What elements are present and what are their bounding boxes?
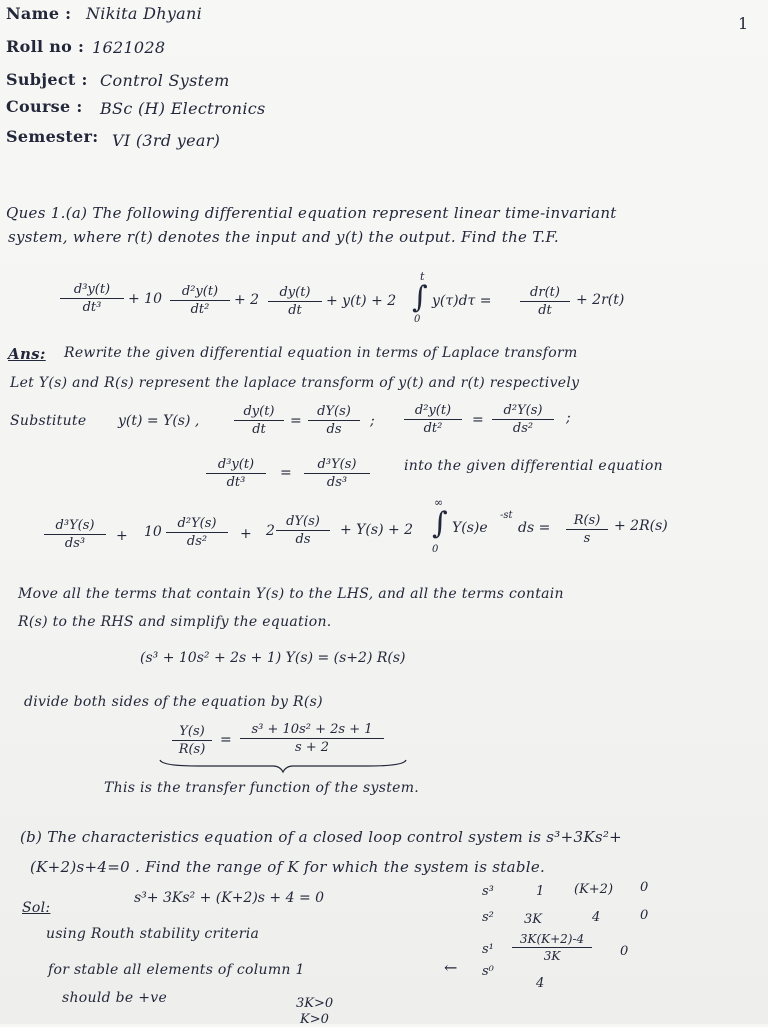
subst-frac4: $\frac{\text{d²Y(s)}}{\text{ds²}}$: [492, 403, 554, 436]
routh-text: using Routh stability criteria: [46, 926, 260, 942]
laplace-middle: + Y(s) + 2: [340, 522, 414, 538]
laplace-term-c: $\frac{dY(s)}{ds}$: [276, 514, 330, 547]
eq-term2-fraction: $\frac{\text{d²y(t)}}{\text{dt²}}$: [170, 284, 230, 317]
integral-body: y(τ)dτ =: [432, 293, 492, 309]
eq-middle: + y(t) + 2: [326, 293, 397, 309]
move-line2: R(s) to the RHS and simplify the equation.: [18, 614, 332, 630]
characteristic-equation: s³+ 3Ks² + (K+2)s + 4 = 0: [134, 890, 325, 906]
eq-coef-10: + 10: [128, 291, 162, 307]
tf-lhs-fraction: $\frac{Y(s)}{R(s)}$: [172, 724, 212, 757]
simplified-equation: (s³ + 10s² + 2s + 1) Y(s) = (s+2) R(s): [140, 650, 406, 666]
tf-rhs-fraction: $\frac{\text{s³ + 10s² + 2s + 1}}{s + 2}$: [240, 722, 384, 755]
page-number: 1: [738, 14, 749, 33]
routh-cell: 0: [640, 880, 649, 895]
laplace-integral-sign: ∫: [432, 506, 448, 541]
laplace-plus1: +: [116, 528, 128, 544]
eq-term3-fraction: $\frac{dy(t)}{dt}$: [268, 285, 322, 318]
subst-eq-sign3: =: [280, 465, 292, 481]
routh-cell: s¹: [482, 942, 494, 957]
divide-line: divide both sides of the equation by R(s): [24, 694, 323, 710]
condition2: K>0: [300, 1012, 329, 1027]
q1a-line2: system, where r(t) denotes the input and y(t) the output. Find the T.F.: [8, 228, 559, 246]
tf-underbrace: [158, 758, 408, 774]
routh-cell: 4: [536, 976, 545, 991]
q1b-line1: (b) The characteristics equation of a closed loop control system is s³+3Ks²+: [20, 828, 623, 846]
laplace-ds: ds =: [518, 520, 551, 536]
subst-frac2: $\frac{dY(s)}{ds}$: [308, 404, 360, 437]
subst-eq1: y(t) = Y(s) ,: [118, 413, 200, 429]
routh-cell: s³: [482, 884, 494, 899]
laplace-rhs-fraction: $\frac{R(s)}{s}$: [566, 513, 608, 546]
eq-term1-fraction: $\frac{\text{d³y(t)}}{\text{dt³}}$: [60, 282, 124, 315]
name-label: Name :: [6, 4, 72, 23]
eq-coef-2: + 2: [234, 292, 260, 308]
eq-rhs-fraction: $\frac{dr(t)}{dt}$: [520, 285, 570, 318]
name-value: Nikita Dhyani: [86, 4, 203, 23]
routh-cell: 0: [640, 908, 649, 923]
subst-eq-sign2: =: [472, 412, 484, 428]
eq-rhs-tail: + 2r(t): [576, 292, 625, 308]
integral-upper: t: [420, 270, 425, 283]
course-label: Course :: [6, 97, 83, 116]
routh-s1-fraction: $\frac{3K(K+2)-4}{3K}$: [512, 932, 592, 963]
routh-cell: 0: [620, 944, 629, 959]
subst-frac1: $\frac{dy(t)}{dt}$: [234, 404, 284, 437]
subst-semicolon1: ;: [370, 413, 375, 429]
arrow-left-icon: ←: [444, 958, 458, 977]
q1b-line2: (K+2)s+4=0 . Find the range of K for which the system is stable.: [30, 858, 546, 876]
routh-cell: (K+2): [574, 882, 614, 897]
laplace-plus2: +: [240, 526, 252, 542]
semester-value: VI (3rd year): [112, 131, 221, 150]
semester-label: Semester:: [6, 127, 99, 146]
laplace-integral-body: Y(s)e: [452, 520, 488, 536]
routh-cell: 4: [592, 910, 601, 925]
into-text: into the given differential equation: [404, 458, 663, 474]
subst-eq-sign1: =: [290, 413, 302, 429]
sol-label: Sol:: [22, 900, 51, 916]
move-line1: Move all the terms that contain Y(s) to the LHS, and all the terms contain: [18, 586, 564, 602]
ans-line1: Rewrite the given differential equation in terms of Laplace transform: [64, 345, 578, 361]
laplace-integral-lower: 0: [432, 544, 439, 555]
course-value: BSc (H) Electronics: [100, 99, 266, 118]
routh-cell: s²: [482, 910, 494, 925]
subst-frac6: $\frac{\text{d³Y(s)}}{\text{ds³}}$: [304, 457, 370, 490]
roll-value: 1621028: [92, 38, 166, 57]
ans-line2: Let Y(s) and R(s) represent the laplace transform of y(t) and r(t) respectively: [10, 375, 580, 391]
laplace-term-a: $\frac{\text{d³Y(s)}}{\text{ds³}}$: [44, 518, 106, 551]
subject-value: Control System: [100, 71, 230, 90]
laplace-coef-2: 2: [266, 523, 275, 539]
substitute-label: Substitute: [10, 413, 87, 429]
subst-frac5: $\frac{\text{d³y(t)}}{\text{dt³}}$: [206, 457, 266, 490]
q1a-line1: Ques 1.(a) The following differential equation represent linear time-invariant: [6, 204, 617, 222]
stable-line1: for stable all elements of column 1: [48, 962, 305, 978]
tf-equals: =: [220, 732, 232, 748]
ans-label: Ans:: [8, 345, 46, 363]
routh-cell: s⁰: [482, 964, 494, 979]
condition1: 3K>0: [296, 996, 334, 1011]
routh-cell: 3K: [524, 912, 542, 927]
laplace-coef-10: 10: [144, 524, 162, 540]
subject-label: Subject :: [6, 70, 88, 89]
routh-cell: 1: [536, 884, 545, 899]
tf-caption: This is the transfer function of the system.: [104, 780, 420, 796]
subst-frac3: $\frac{\text{d²y(t)}}{\text{dt²}}$: [404, 403, 462, 436]
laplace-exponent: -st: [500, 510, 513, 521]
integral-lower: 0: [414, 314, 421, 325]
roll-label: Roll no :: [6, 37, 85, 56]
laplace-term-b: $\frac{\text{d²Y(s)}}{\text{ds²}}$: [166, 516, 228, 549]
subst-semicolon2: ;: [566, 410, 571, 426]
stable-line2: should be +ve: [62, 990, 168, 1006]
integral-sign: ∫: [412, 280, 428, 315]
laplace-integral-upper: ∞: [434, 496, 444, 509]
laplace-tail: + 2R(s): [614, 518, 668, 534]
